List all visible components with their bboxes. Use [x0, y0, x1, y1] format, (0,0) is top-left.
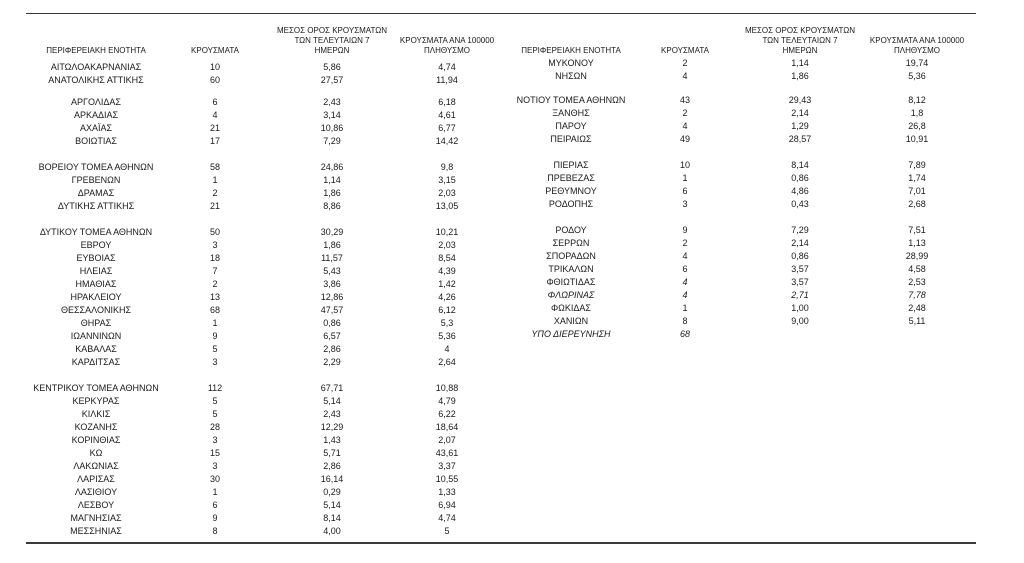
cell-region: ΚΕΡΚΥΡΑΣ — [72, 396, 120, 406]
right-table-row — [0, 185, 1024, 198]
cell-per100k: 1,33 — [438, 487, 456, 497]
cell-avg: 2,29 — [323, 357, 341, 367]
cell-per100k: 6,18 — [438, 97, 456, 107]
cell-avg: 3,57 — [791, 277, 809, 287]
cell-avg: 3,86 — [323, 279, 341, 289]
cell-avg: 0,86 — [791, 173, 809, 183]
cell-region: ΜΕΣΣΗΝΙΑΣ — [70, 526, 122, 536]
cell-cases: 21 — [209, 201, 220, 211]
cell-region: ΘΕΣΣΑΛΟΝΙΚΗΣ — [60, 305, 132, 315]
cell-per100k: 1,8 — [910, 108, 924, 118]
cell-cases: 4 — [682, 251, 688, 261]
cell-per100k: 7,89 — [908, 160, 926, 170]
header-avg-line3: ΗΜΕΡΩΝ — [782, 46, 818, 55]
cell-region: ΚΩ — [89, 448, 103, 458]
cell-per100k: 5,11 — [908, 316, 926, 326]
cell-cases: 49 — [679, 134, 690, 144]
cell-avg: 10,86 — [320, 123, 344, 133]
cell-cases: 6 — [212, 500, 218, 510]
right-table-row — [0, 133, 1024, 146]
cell-region: ΤΡΙΚΑΛΩΝ — [548, 264, 594, 274]
cell-per100k: 6,77 — [438, 123, 456, 133]
left-header-cases — [180, 46, 250, 56]
cell-cases: 43 — [679, 95, 690, 105]
cell-region: ΔΥΤΙΚΟΥ ΤΟΜΕΑ ΑΘΗΝΩΝ — [39, 227, 153, 237]
cell-cases: 9 — [212, 331, 218, 341]
cell-region: ΠΕΙΡΑΙΩΣ — [550, 134, 592, 144]
cell-cases: 112 — [207, 383, 223, 393]
cell-cases: 4 — [682, 277, 688, 287]
cell-cases: 2 — [682, 108, 688, 118]
cell-avg: 9,00 — [791, 316, 809, 326]
cell-avg: 6,57 — [323, 331, 341, 341]
cell-per100k: 7,01 — [908, 186, 926, 196]
cell-avg: 4,00 — [323, 526, 341, 536]
cell-cases: 5 — [212, 344, 218, 354]
cell-cases: 8 — [682, 316, 688, 326]
left-table-row — [0, 486, 1024, 499]
cell-cases: 6 — [212, 97, 218, 107]
cell-region: ΠΡΕΒΕΖΑΣ — [547, 173, 595, 183]
cell-region: ΗΜΑΘΙΑΣ — [75, 279, 117, 289]
cell-cases: 1 — [212, 175, 218, 185]
cell-avg: 2,14 — [791, 238, 809, 248]
left-table-row — [0, 499, 1024, 512]
cell-avg: 24,86 — [320, 162, 344, 172]
cell-cases: 10 — [209, 62, 220, 72]
cell-per100k: 2,53 — [908, 277, 926, 287]
cell-cases: 4 — [682, 71, 688, 81]
right-table-row — [0, 70, 1024, 83]
cell-avg: 2,14 — [791, 108, 809, 118]
cell-per100k: 10,91 — [905, 134, 929, 144]
cell-region: ΦΘΙΩΤΙΔΑΣ — [546, 277, 596, 287]
cell-per100k: 3,37 — [438, 461, 456, 471]
cell-region: ΑΧΑΪΑΣ — [79, 123, 113, 133]
right-header-avg — [730, 26, 870, 56]
cell-region: ΔΡΑΜΑΣ — [77, 188, 115, 198]
cell-region: ΡΕΘΥΜΝΟΥ — [545, 186, 597, 196]
left-table-row — [0, 343, 1024, 356]
cell-region: ΜΑΓΝΗΣΙΑΣ — [70, 513, 122, 523]
cell-region: ΜΥΚΟΝΟΥ — [548, 58, 594, 68]
cell-avg: 47,57 — [320, 305, 344, 315]
left-table-row — [0, 382, 1024, 395]
right-table-row — [0, 263, 1024, 276]
cell-region: ΝΗΣΩΝ — [555, 71, 587, 81]
top-rule — [26, 13, 976, 14]
header-per100k-line1: ΚΡΟΥΣΜΑΤΑ ΑΝΑ 100000 — [869, 36, 965, 45]
cell-per100k: 4,79 — [438, 396, 456, 406]
left-table-row — [0, 356, 1024, 369]
cell-region: ΣΠΟΡΑΔΩΝ — [546, 251, 596, 261]
cell-cases: 4 — [682, 121, 688, 131]
cell-per100k: 11,94 — [436, 75, 458, 85]
cell-per100k: 19,74 — [905, 58, 929, 68]
cell-region: ΞΑΝΘΗΣ — [552, 108, 590, 118]
cell-region: ΦΛΩΡΙΝΑΣ — [547, 290, 595, 300]
cell-per100k: 1,42 — [438, 279, 456, 289]
cell-avg: 1,86 — [323, 188, 341, 198]
cell-avg: 2,86 — [323, 461, 341, 471]
header-avg-line1: ΜΕΣΟΣ ΟΡΟΣ ΚΡΟΥΣΜΑΤΩΝ — [276, 26, 388, 35]
cell-avg: 2,71 — [791, 290, 809, 300]
right-header-region — [506, 46, 636, 56]
right-header-cases — [650, 46, 720, 56]
cell-per100k: 4,74 — [438, 513, 456, 523]
header-cases-text: ΚΡΟΥΣΜΑΤΑ — [661, 46, 709, 55]
cell-per100k: 10,55 — [435, 474, 459, 484]
cell-region: ΠΑΡΟΥ — [555, 121, 587, 131]
cell-avg: 8,14 — [323, 513, 341, 523]
cell-per100k: 4,58 — [908, 264, 926, 274]
cell-cases: 21 — [209, 123, 220, 133]
cell-cases: 2 — [682, 58, 688, 68]
right-table-row — [0, 120, 1024, 133]
cell-avg: 16,14 — [320, 474, 344, 484]
cell-per100k: 7,78 — [908, 290, 926, 300]
cell-avg: 1,14 — [791, 58, 809, 68]
cell-cases: 10 — [679, 160, 690, 170]
cell-region: ΦΩΚΙΔΑΣ — [551, 303, 591, 313]
cell-region: ΕΥΒΟΙΑΣ — [76, 253, 116, 263]
cell-per100k: 7,51 — [908, 225, 926, 235]
cell-avg: 12,86 — [320, 292, 344, 302]
cell-avg: 0,86 — [791, 251, 809, 261]
cell-per100k: 6,94 — [438, 500, 456, 510]
cell-avg: 7,29 — [791, 225, 809, 235]
cell-per100k: 8,54 — [438, 253, 456, 263]
cell-region: ΚΑΒΑΛΑΣ — [75, 344, 117, 354]
cell-region: ΣΕΡΡΩΝ — [552, 238, 590, 248]
cell-avg: 29,43 — [788, 95, 812, 105]
left-table-row — [0, 421, 1024, 434]
cell-per100k: 2,07 — [438, 435, 456, 445]
cell-cases: 2 — [212, 188, 218, 198]
left-table-row — [0, 512, 1024, 525]
cell-cases: 60 — [209, 75, 220, 85]
cell-per100k: 5,36 — [908, 71, 926, 81]
cell-per100k: 2,03 — [438, 188, 456, 198]
cell-region: ΧΑΝΙΩΝ — [553, 316, 589, 326]
cell-per100k: 18,64 — [435, 422, 459, 432]
cell-per100k: 8,12 — [908, 95, 926, 105]
cell-avg: 0,43 — [791, 199, 809, 209]
cell-per100k: 2,68 — [908, 199, 926, 209]
cell-cases: 1 — [682, 303, 688, 313]
cell-cases: 1 — [212, 318, 218, 328]
cell-per100k: 6,12 — [438, 305, 456, 315]
cell-avg: 5,86 — [323, 62, 341, 72]
cell-per100k: 10,21 — [435, 227, 459, 237]
cell-per100k: 26,8 — [908, 121, 926, 131]
cell-avg: 28,57 — [788, 134, 812, 144]
cell-cases: 30 — [209, 474, 220, 484]
left-table-row — [0, 434, 1024, 447]
cell-region: ΡΟΔΟΥ — [555, 225, 587, 235]
cell-cases: 9 — [212, 513, 218, 523]
cell-avg: 8,14 — [791, 160, 809, 170]
header-per100k-line2: ΠΛΗΘΥΣΜΟ — [423, 46, 471, 55]
cell-avg: 30,29 — [320, 227, 344, 237]
cell-region: ΚΑΡΔΙΤΣΑΣ — [71, 357, 121, 367]
right-table-row — [0, 250, 1024, 263]
cell-avg: 8,86 — [323, 201, 341, 211]
header-avg-line2: ΤΩΝ ΤΕΛΕΥΤΑΙΩΝ 7 — [294, 36, 370, 45]
cell-cases: 5 — [212, 396, 218, 406]
cell-cases: 13 — [209, 292, 220, 302]
right-table-row — [0, 107, 1024, 120]
cell-per100k: 2,64 — [438, 357, 456, 367]
cell-cases: 8 — [212, 526, 218, 536]
cell-avg: 5,43 — [323, 266, 341, 276]
left-table-row — [0, 395, 1024, 408]
cell-avg: 12,29 — [320, 422, 344, 432]
cell-per100k: 9,8 — [440, 162, 454, 172]
cell-region: ΚΟΖΑΝΗΣ — [74, 422, 118, 432]
cell-cases: 68 — [679, 329, 690, 339]
cell-cases: 2 — [212, 279, 218, 289]
cell-per100k: 14,42 — [435, 136, 459, 146]
cell-region: ΙΩΑΝΝΙΝΩΝ — [70, 331, 122, 341]
cell-avg: 1,00 — [791, 303, 809, 313]
left-header-region — [26, 46, 166, 56]
cell-cases: 50 — [209, 227, 220, 237]
cell-per100k: 5 — [444, 526, 450, 536]
right-table-row — [0, 276, 1024, 289]
cell-region: ΥΠΟ ΔΙΕΡΕΥΝΗΣΗ — [531, 329, 611, 339]
cell-per100k: 3,15 — [438, 175, 456, 185]
right-table-row — [0, 224, 1024, 237]
cell-per100k: 2,48 — [908, 303, 926, 313]
cell-cases: 15 — [209, 448, 220, 458]
cell-region: ΓΡΕΒΕΝΩΝ — [71, 175, 121, 185]
header-per100k-line1: ΚΡΟΥΣΜΑΤΑ ΑΝΑ 100000 — [399, 36, 495, 45]
right-table-row — [0, 237, 1024, 250]
cell-avg: 2,43 — [323, 409, 341, 419]
cell-avg: 5,71 — [323, 448, 341, 458]
cell-cases: 28 — [209, 422, 220, 432]
cell-region: ΗΛΕΙΑΣ — [79, 266, 113, 276]
left-header-avg — [262, 26, 402, 56]
cell-avg: 2,43 — [323, 97, 341, 107]
left-header-per100k — [382, 36, 512, 56]
left-table-row — [0, 408, 1024, 421]
header-per100k-line2: ΠΛΗΘΥΣΜΟ — [893, 46, 941, 55]
cell-avg: 0,29 — [323, 487, 341, 497]
right-table-row — [0, 198, 1024, 211]
cell-region: ΑΙΤΩΛΟΑΚΑΡΝΑΝΙΑΣ — [50, 62, 142, 72]
cell-region: ΗΡΑΚΛΕΙΟΥ — [70, 292, 122, 302]
right-table-row — [0, 302, 1024, 315]
cell-per100k: 10,88 — [435, 383, 459, 393]
header-avg-line2: ΤΩΝ ΤΕΛΕΥΤΑΙΩΝ 7 — [762, 36, 838, 45]
header-avg-line3: ΗΜΕΡΩΝ — [314, 46, 350, 55]
cell-per100k: 1,74 — [908, 173, 926, 183]
cell-per100k: 4,74 — [438, 62, 456, 72]
cell-avg: 11,57 — [321, 253, 343, 263]
cell-region: ΛΕΣΒΟΥ — [77, 500, 115, 510]
cell-avg: 3,14 — [323, 110, 341, 120]
cell-cases: 2 — [682, 238, 688, 248]
cell-per100k: 13,05 — [435, 201, 459, 211]
cell-region: ΛΑΚΩΝΙΑΣ — [73, 461, 119, 471]
right-table-row — [0, 315, 1024, 328]
cell-cases: 58 — [209, 162, 220, 172]
cell-cases: 1 — [682, 173, 688, 183]
cell-avg: 27,57 — [320, 75, 344, 85]
cell-region: ΒΟΙΩΤΙΑΣ — [75, 136, 117, 146]
header-region-text: ΠΕΡΙΦΕΡΕΙΑΚΗ ΕΝΟΤΗΤΑ — [46, 46, 146, 55]
cell-avg: 3,57 — [791, 264, 809, 274]
cell-per100k: 2,03 — [438, 240, 456, 250]
cell-cases: 3 — [212, 461, 218, 471]
cell-per100k: 4,61 — [438, 110, 456, 120]
cell-cases: 3 — [212, 435, 218, 445]
right-table-row — [0, 57, 1024, 70]
cell-region: ΛΑΡΙΣΑΣ — [77, 474, 115, 484]
left-table-row — [0, 460, 1024, 473]
right-table-row — [0, 289, 1024, 302]
cell-avg: 4,86 — [791, 186, 809, 196]
cell-region: ΚΙΛΚΙΣ — [81, 409, 111, 419]
cell-region: ΑΡΚΑΔΙΑΣ — [73, 110, 119, 120]
cell-per100k: 6,22 — [438, 409, 456, 419]
cell-cases: 3 — [212, 240, 218, 250]
cell-avg: 1,14 — [323, 175, 341, 185]
cell-cases: 1 — [212, 487, 218, 497]
cell-region: ΘΗΡΑΣ — [80, 318, 112, 328]
cell-region: ΚΕΝΤΡΙΚΟΥ ΤΟΜΕΑ ΑΘΗΝΩΝ — [33, 383, 159, 393]
header-avg-line1: ΜΕΣΟΣ ΟΡΟΣ ΚΡΟΥΣΜΑΤΩΝ — [744, 26, 856, 35]
cell-region: ΕΒΡΟΥ — [80, 240, 112, 250]
right-table-row — [0, 94, 1024, 107]
cell-cases: 4 — [212, 110, 218, 120]
cell-cases: 4 — [682, 290, 688, 300]
cell-cases: 6 — [682, 186, 688, 196]
left-table-row — [0, 525, 1024, 538]
left-table-row — [0, 447, 1024, 460]
cell-region: ΛΑΣΙΘΙΟΥ — [74, 487, 118, 497]
cell-avg: 1,86 — [323, 240, 341, 250]
cell-cases: 17 — [209, 136, 220, 146]
cell-avg: 1,43 — [323, 435, 341, 445]
cell-avg: 5,14 — [323, 396, 341, 406]
cell-per100k: 1,13 — [908, 238, 926, 248]
cell-region: ΚΟΡΙΝΘΙΑΣ — [71, 435, 121, 445]
cell-region: ΠΙΕΡΙΑΣ — [553, 160, 589, 170]
right-table-row — [0, 159, 1024, 172]
cell-avg: 7,29 — [323, 136, 341, 146]
cell-cases: 5 — [212, 409, 218, 419]
cell-cases: 68 — [209, 305, 220, 315]
header-cases-text: ΚΡΟΥΣΜΑΤΑ — [191, 46, 239, 55]
cell-per100k: 4,39 — [438, 266, 456, 276]
cell-region: ΡΟΔΟΠΗΣ — [548, 199, 594, 209]
cell-per100k: 5,3 — [440, 318, 454, 328]
cell-avg: 67,71 — [320, 383, 344, 393]
cell-cases: 6 — [682, 264, 688, 274]
cell-region: ΝΟΤΙΟΥ ΤΟΜΕΑ ΑΘΗΝΩΝ — [516, 95, 626, 105]
header-region-text: ΠΕΡΙΦΕΡΕΙΑΚΗ ΕΝΟΤΗΤΑ — [521, 46, 621, 55]
cell-avg: 1,86 — [791, 71, 809, 81]
cell-cases: 18 — [209, 253, 220, 263]
cell-per100k: 4,26 — [438, 292, 456, 302]
cell-per100k: 4 — [444, 344, 450, 354]
cell-per100k: 5,36 — [438, 331, 456, 341]
right-table-row — [0, 172, 1024, 185]
cell-per100k: 28,99 — [905, 251, 929, 261]
left-table-row — [0, 473, 1024, 486]
cell-region: ΒΟΡΕΙΟΥ ΤΟΜΕΑ ΑΘΗΝΩΝ — [38, 162, 154, 172]
cell-avg: 0,86 — [323, 318, 341, 328]
cell-per100k: 43,61 — [435, 448, 459, 458]
cell-avg: 5,14 — [323, 500, 341, 510]
right-table-row — [0, 328, 1024, 341]
cell-avg: 1,29 — [791, 121, 809, 131]
cell-region: ΑΝΑΤΟΛΙΚΗΣ ΑΤΤΙΚΗΣ — [48, 75, 144, 85]
cell-avg: 2,86 — [323, 344, 341, 354]
cell-cases: 7 — [212, 266, 218, 276]
cell-cases: 3 — [212, 357, 218, 367]
bottom-rule — [26, 542, 976, 544]
cell-cases: 9 — [682, 225, 688, 235]
cell-region: ΑΡΓΟΛΙΔΑΣ — [71, 97, 121, 107]
cell-cases: 3 — [682, 199, 688, 209]
right-header-per100k — [852, 36, 982, 56]
cell-region: ΔΥΤΙΚΗΣ ΑΤΤΙΚΗΣ — [57, 201, 135, 211]
